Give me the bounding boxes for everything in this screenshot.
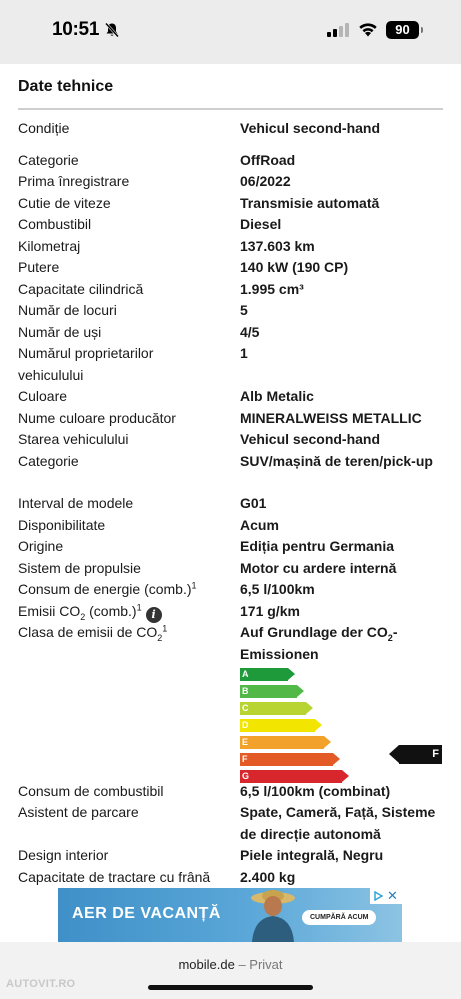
spec-label: Kilometraj [18, 238, 81, 254]
spec-label: Capacitate de tractare cu frână [18, 869, 211, 885]
energy-class-a: A [240, 668, 288, 681]
spec-label: Starea vehiculului [18, 431, 129, 447]
spec-label: Număr de uși [18, 324, 102, 340]
footnote-mark: 1 [136, 602, 142, 613]
info-icon[interactable]: i [146, 607, 162, 623]
wifi-icon [358, 21, 378, 37]
spec-value: Diesel [240, 216, 282, 232]
spec-label [18, 601, 228, 623]
spec-value: G01 [240, 495, 267, 511]
watermark: AUTOVIT.RO [6, 978, 76, 990]
energy-class-c: C [240, 702, 306, 715]
spec-value: MINERALWEISS METALLIC [240, 410, 422, 426]
ad-person-illustration [238, 890, 308, 942]
spec-value: Alb Metalic [240, 388, 314, 404]
spec-label [18, 622, 228, 644]
spec-label: Capacitate cilindrică [18, 281, 144, 297]
url-domain: mobile.de [178, 957, 235, 972]
spec-label [18, 579, 228, 601]
spec-label: Asistent de parcare [18, 804, 139, 820]
ad-banner[interactable] [58, 888, 402, 942]
bell-muted-icon [104, 22, 120, 38]
spec-value: Vehicul second-hand [240, 431, 381, 447]
spec-value [240, 622, 445, 665]
spec-value: 5 [240, 302, 248, 318]
section-divider [18, 108, 443, 110]
spec-value: 6,5 l/100km (combinat) [240, 783, 391, 799]
ad-headline: AER DE VACANȚĂ [72, 905, 221, 922]
energy-class-b: B [240, 685, 297, 698]
battery-indicator: 90 [386, 21, 419, 39]
spec-value: Motor cu ardere internă [240, 560, 397, 576]
status-bar [0, 0, 461, 64]
energy-class-e: E [240, 736, 324, 749]
spec-label: Origine [18, 538, 64, 554]
energy-class-g: G [240, 770, 342, 783]
label-text: Clasa de emisii de CO [18, 624, 158, 640]
subscript: 2 [80, 611, 86, 622]
footnote-mark: 1 [162, 623, 168, 634]
value-text: Auf Grundlage der CO [240, 624, 388, 640]
spec-value: OffRoad [240, 152, 296, 168]
spec-value: 6,5 l/100km [240, 581, 315, 597]
spec-value: Piele integrală, Negru [240, 847, 384, 863]
spec-label: Culoare [18, 388, 68, 404]
home-indicator[interactable] [148, 985, 313, 990]
ad-choices[interactable] [370, 888, 402, 904]
browser-bottom-bar [0, 942, 461, 999]
spec-label: Categorie [18, 152, 79, 168]
spec-label: Sistem de propulsie [18, 560, 141, 576]
spec-label: Condiție [18, 120, 70, 136]
url-separator: – [234, 957, 250, 972]
status-time: 10:51 [52, 19, 100, 40]
spec-value: SUV/mașină de teren/pick-up [240, 453, 433, 469]
spec-value: Acum [240, 517, 279, 533]
spec-value: Spate, Cameră, Față, Sisteme de direcție autonomă [240, 804, 436, 842]
spec-value: 137.603 km [240, 238, 315, 254]
spec-label: Număr de locuri [18, 302, 117, 318]
label-text: Emisii CO [18, 603, 81, 619]
cellular-signal-icon [327, 23, 349, 37]
label-text: Consum de energie (comb.) [18, 581, 192, 597]
spec-value: Vehicul second-hand [240, 120, 381, 136]
browser-url[interactable] [0, 957, 461, 972]
spec-value: 171 g/km [240, 603, 300, 619]
subscript: 2 [157, 632, 163, 643]
ad-cta-button[interactable]: CUMPĂRĂ ACUM [302, 910, 376, 925]
energy-class-marker: F [399, 745, 442, 764]
footnote-mark: 1 [191, 580, 197, 591]
spec-label: Putere [18, 259, 60, 275]
energy-class-d: D [240, 719, 315, 732]
adchoices-icon[interactable] [373, 891, 383, 901]
spec-label: Nume culoare producător [18, 410, 176, 426]
private-mode-label: Privat [249, 957, 283, 972]
energy-class-f: F [240, 753, 333, 766]
spec-label: Consum de combustibil [18, 783, 164, 799]
spec-value: 4/5 [240, 324, 260, 340]
spec-label: Design interior [18, 847, 109, 863]
spec-label: Categorie [18, 453, 79, 469]
subscript: 2 [387, 632, 393, 643]
spec-label: Disponibilitate [18, 517, 106, 533]
value-text: -Emissionen [240, 624, 398, 662]
spec-label: Interval de modele [18, 495, 134, 511]
spec-value: 140 kW (190 CP) [240, 259, 349, 275]
section-title: Date tehnice [18, 78, 114, 95]
spec-value: 1.995 cm³ [240, 281, 304, 297]
spec-label: Cutie de viteze [18, 195, 111, 211]
spec-label: Prima înregistrare [18, 173, 130, 189]
spec-label: Combustibil [18, 216, 92, 232]
spec-value: 1 [240, 345, 248, 361]
label-text: (comb.) [85, 603, 137, 619]
ad-close-icon[interactable]: ✕ [387, 888, 398, 903]
spec-value: 06/2022 [240, 173, 291, 189]
spec-value: Transmisie automată [240, 195, 380, 211]
spec-value: 2.400 kg [240, 869, 296, 885]
spec-value: Ediția pentru Germania [240, 538, 395, 554]
spec-label: Numărul proprietarilor vehiculului [18, 345, 154, 383]
